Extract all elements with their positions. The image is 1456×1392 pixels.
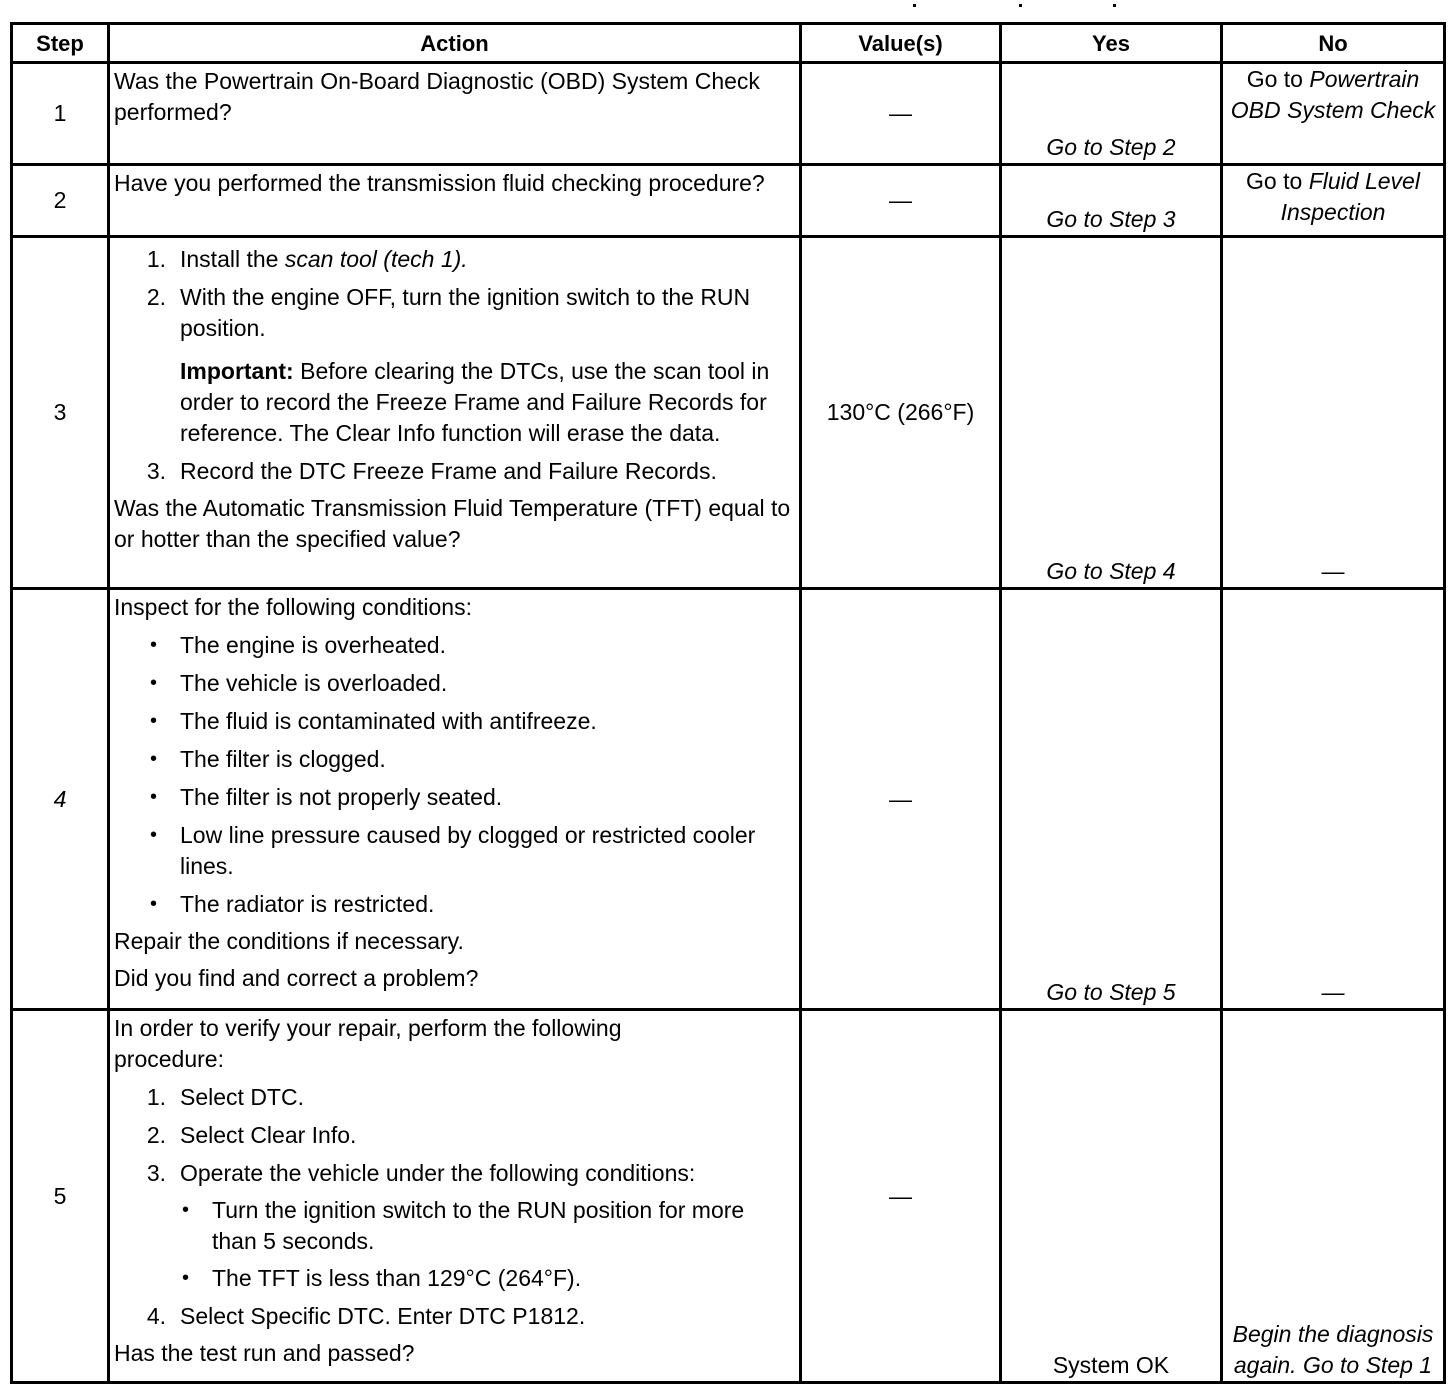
list-item: [114, 782, 795, 813]
no-prefix: Go to: [1246, 168, 1303, 194]
scan-dot: [1019, 4, 1022, 7]
item-text: The vehicle is overloaded.: [180, 670, 448, 696]
header-action: Action: [109, 24, 801, 63]
step-number: 2: [12, 165, 109, 237]
question-text: Was the Automatic Transmission Fluid Temperature (TFT) equal to or hotter than the specified value?: [114, 495, 791, 552]
header-yes: Yes: [1001, 24, 1222, 63]
yes-link[interactable]: Go to Step 2: [1046, 134, 1176, 160]
no-cell: [1222, 165, 1445, 237]
item-number: 2.: [146, 1122, 166, 1148]
bullet: •: [182, 1267, 190, 1289]
question-text: Did you find and correct a problem?: [114, 965, 479, 991]
list-item: [114, 668, 795, 699]
step-number: 1: [12, 63, 109, 165]
no-cell: —: [1222, 237, 1445, 589]
table-row: [12, 1010, 1445, 1383]
header-values: Value(s): [801, 24, 1001, 63]
action-text: Have you performed the transmission fluid checking procedure?: [114, 170, 765, 196]
no-link[interactable]: Fluid Level Inspection: [1280, 168, 1420, 225]
item-text: The fluid is contaminated with antifreeze.: [180, 708, 597, 734]
item-text: Record the DTC Freeze Frame and Failure Records.: [180, 458, 717, 484]
no-cell: [1222, 1010, 1445, 1383]
table-row: [12, 237, 1445, 589]
bullet: •: [150, 786, 158, 808]
no-cell: [1222, 63, 1445, 165]
list-item: [114, 1120, 795, 1151]
scan-dot: [1113, 4, 1116, 7]
step-number: 4: [12, 589, 109, 1010]
table-row: [12, 165, 1445, 237]
list-item: [114, 456, 795, 487]
repair-text: Repair the conditions if necessary.: [114, 928, 464, 954]
no-link[interactable]: Begin the diagnosis again. Go to Step 1: [1232, 1321, 1434, 1378]
intro-text: Inspect for the following conditions:: [114, 594, 472, 620]
bullet: •: [150, 748, 158, 770]
list-item: [114, 1158, 795, 1189]
item-text: With the engine OFF, turn the ignition switch to the RUN position.: [180, 284, 751, 341]
item-number: 2.: [146, 284, 166, 310]
table-row: [12, 589, 1445, 1010]
item-text: The radiator is restricted.: [180, 891, 435, 917]
item-text: Install the: [180, 246, 279, 272]
yes-cell: [1001, 63, 1222, 165]
item-text: Select Specific DTC. Enter DTC P1812.: [180, 1303, 586, 1329]
yes-link[interactable]: Go to Step 5: [1046, 979, 1176, 1005]
question-text: Has the test run and passed?: [114, 1340, 415, 1366]
item-text: Turn the ignition switch to the RUN position for more than 5 seconds.: [212, 1197, 745, 1254]
yes-cell: [1001, 237, 1222, 589]
list-item: [114, 1082, 795, 1113]
list-item: [114, 889, 795, 920]
scan-dot: [913, 4, 916, 7]
list-item: [114, 282, 795, 344]
diagnostic-table: [10, 22, 1446, 1384]
intro-text: In order to verify your repair, perform the following procedure:: [114, 1015, 622, 1072]
note-text: Before clearing the DTCs, use the scan tool in order to record the Freeze Frame and Failure Records for reference. The Clear Info function will erase the data.: [180, 358, 770, 446]
list-item: [114, 630, 795, 661]
list-item: [114, 744, 795, 775]
yes-link[interactable]: Go to Step 4: [1046, 558, 1176, 584]
header-step: Step: [12, 24, 109, 63]
list-item: [114, 244, 795, 275]
action-cell: [109, 237, 801, 589]
value-cell: —: [801, 165, 1001, 237]
bullet: •: [150, 672, 158, 694]
value-cell: 130°C (266°F): [801, 237, 1001, 589]
table-row: [12, 63, 1445, 165]
item-number: 1.: [146, 246, 166, 272]
yes-link[interactable]: Go to Step 3: [1046, 206, 1176, 232]
item-number: 3.: [146, 458, 166, 484]
action-cell: [109, 589, 801, 1010]
action-text: Was the Powertrain On-Board Diagnostic (OBD) System Check performed?: [114, 68, 760, 125]
item-text: The TFT is less than 129°C (264°F).: [212, 1265, 582, 1291]
header-row: [12, 24, 1445, 63]
list-item: [114, 706, 795, 737]
item-text: Select Clear Info.: [180, 1122, 357, 1148]
item-text: Low line pressure caused by clogged or restricted cooler lines.: [180, 822, 756, 879]
list-item: [114, 820, 795, 882]
item-text: The filter is not properly seated.: [180, 784, 503, 810]
bullet: •: [150, 710, 158, 732]
important-note: [114, 356, 795, 449]
step-number: 3: [12, 237, 109, 589]
item-number: 3.: [146, 1160, 166, 1186]
item-number: 1.: [146, 1084, 166, 1110]
header-no: No: [1222, 24, 1445, 63]
no-link[interactable]: Powertrain OBD System Check: [1230, 66, 1436, 123]
item-text: Select DTC.: [180, 1084, 304, 1110]
note-label: Important:: [180, 358, 294, 384]
item-text: The engine is overheated.: [180, 632, 446, 658]
bullet: •: [150, 634, 158, 656]
action-cell: [109, 63, 801, 165]
sub-list-item: [114, 1263, 795, 1294]
bullet: •: [150, 824, 158, 846]
scan-artifact-dots: [0, 2, 1456, 14]
action-cell: [109, 165, 801, 237]
item-text: Operate the vehicle under the following conditions:: [180, 1160, 696, 1186]
bullet: •: [182, 1199, 190, 1221]
item-text: The filter is clogged.: [180, 746, 386, 772]
no-cell: —: [1222, 589, 1445, 1010]
scan-tool-link[interactable]: scan tool (tech 1).: [284, 246, 468, 272]
yes-cell: System OK: [1001, 1010, 1222, 1383]
bullet: •: [150, 893, 158, 915]
yes-cell: [1001, 165, 1222, 237]
sub-list-item: [114, 1195, 795, 1257]
step-number: 5: [12, 1010, 109, 1383]
action-cell: [109, 1010, 801, 1383]
value-cell: —: [801, 1010, 1001, 1383]
item-number: 4.: [146, 1303, 166, 1329]
value-cell: —: [801, 589, 1001, 1010]
no-prefix: Go to: [1246, 66, 1303, 92]
value-cell: —: [801, 63, 1001, 165]
yes-cell: [1001, 589, 1222, 1010]
list-item: [114, 1301, 795, 1332]
